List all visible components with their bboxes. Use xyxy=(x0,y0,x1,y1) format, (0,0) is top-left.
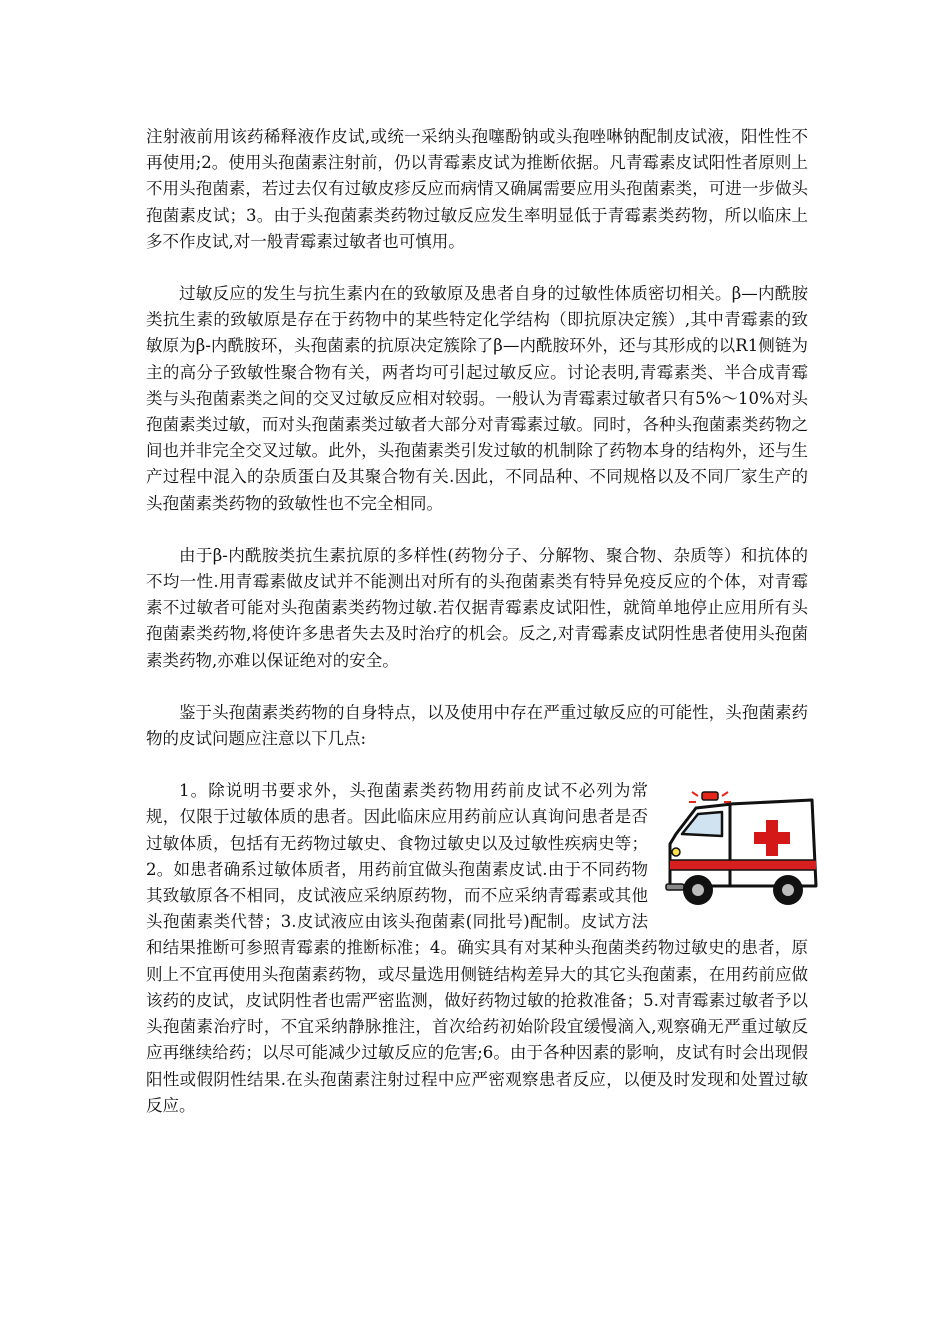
document-body xyxy=(146,124,808,1145)
paragraph-5 xyxy=(146,778,808,1119)
ambulance-icon xyxy=(662,790,822,912)
paragraph-2: 过敏反应的发生与抗生素内在的致敏原及患者自身的过敏性体质密切相关。β—内酰胺类抗生素的致敏原是存在于药物中的某些特定化学结构（即抗原决定簇）,其中青霉素的致敏原为β-内酰胺环，头孢菌素的抗原决定簇除了β—内酰胺环外，还与其形成的以R1侧链为主的高分子致敏性聚合物有关，两者均可引起过敏反应。讨论表明,青霉素类、半合成青霉类与头孢菌素类之间的交叉过敏反应相对较弱。一般认为青霉素过敏者只有5%～10%对头孢菌素类过敏，而对头孢菌素类过敏者大部分对青霉素过敏。同时，各种头孢菌素类药物之间也并非完全交叉过敏。此外，头孢菌素类引发过敏的机制除了药物本身的结构外，还与生产过程中混入的杂质蛋白及其聚合物有关.因此，不同品种、不同规格以及不同厂家生产的头孢菌素类药物的致敏性也不完全相同。 xyxy=(146,284,808,513)
paragraph-1: 注射液前用该药稀释液作皮试,或统一采纳头孢噻酚钠或头孢唑啉钠配制皮试液，阳性性不再使用;2。使用头孢菌素注射前，仍以青霉素皮试为推断依据。凡青霉素皮试阳性者原则上不用头孢菌素，若过去仅有过敏皮疹反应而病情又确属需要应用头孢菌素类，可进一步做头孢菌素皮试；3。由于头孢菌素类药物过敏反应发生率明显低于青霉素类药物，所以临床上多不作皮试,对一般青霉素过敏者也可慎用。 xyxy=(146,127,808,251)
paragraph-3: 由于β-内酰胺类抗生素抗原的多样性(药物分子、分解物、聚合物、杂质等）和抗体的不均一性.用青霉素做皮试并不能测出对所有的头孢菌素类有特异免疫反应的个体，对青霉素不过敏者可能对头孢菌素类药物过敏.若仅据青霉素皮试阳性，就简单地停止应用所有头孢菌素类药物,将使许多患者失去及时治疗的机会。反之,对青霉素皮试阴性患者使用头孢菌素类药物,亦难以保证绝对的安全。 xyxy=(146,545,808,670)
paragraph-5-text: 1。除说明书要求外，头孢菌素类药物用药前皮试不必列为常规，仅限于过敏体质的患者。因此临床应用药前应认真询问患者是否过敏体质，包括有无药物过敏史、食物过敏史以及过敏性疾病史等；2。如患者确系过敏体质者，用药前宜做头孢菌素皮试.由于不同药物其致敏原各不相同，皮试液应采纳原药物，而不应采纳青霉素或其他头孢菌素类代替；3.皮试液应由该头孢菌素(同批号)配制。皮试方法和结果推断可参照青霉素的推断标准；4。确实具有对某种头孢菌类药物过敏史的患者，原则上不宜再使用头孢菌素药物，或尽量选用侧链结构差异大的其它头孢菌素，在用药前应做该药的皮试，皮试阴性者也需严密监测，做好药物过敏的抢救准备；5.对青霉素过敏者予以头孢菌素治疗时，不宜采纳静脉推注，首次给药初始阶段宜缓慢滴入,观察确无严重过敏反应再继续给药；以尽可能减少过敏反应的危害;6。由于各种因素的影响，皮试有时会出现假阳性或假阴性结果.在头孢菌素注射过程中应严密观察患者反应，以便及时发现和处置过敏反应。 xyxy=(146,781,808,1115)
paragraph-4: 鉴于头孢菌素类药物的自身特点，以及使用中存在严重过敏反应的可能性，头孢菌素药物的皮试问题应注意以下几点: xyxy=(146,702,808,749)
